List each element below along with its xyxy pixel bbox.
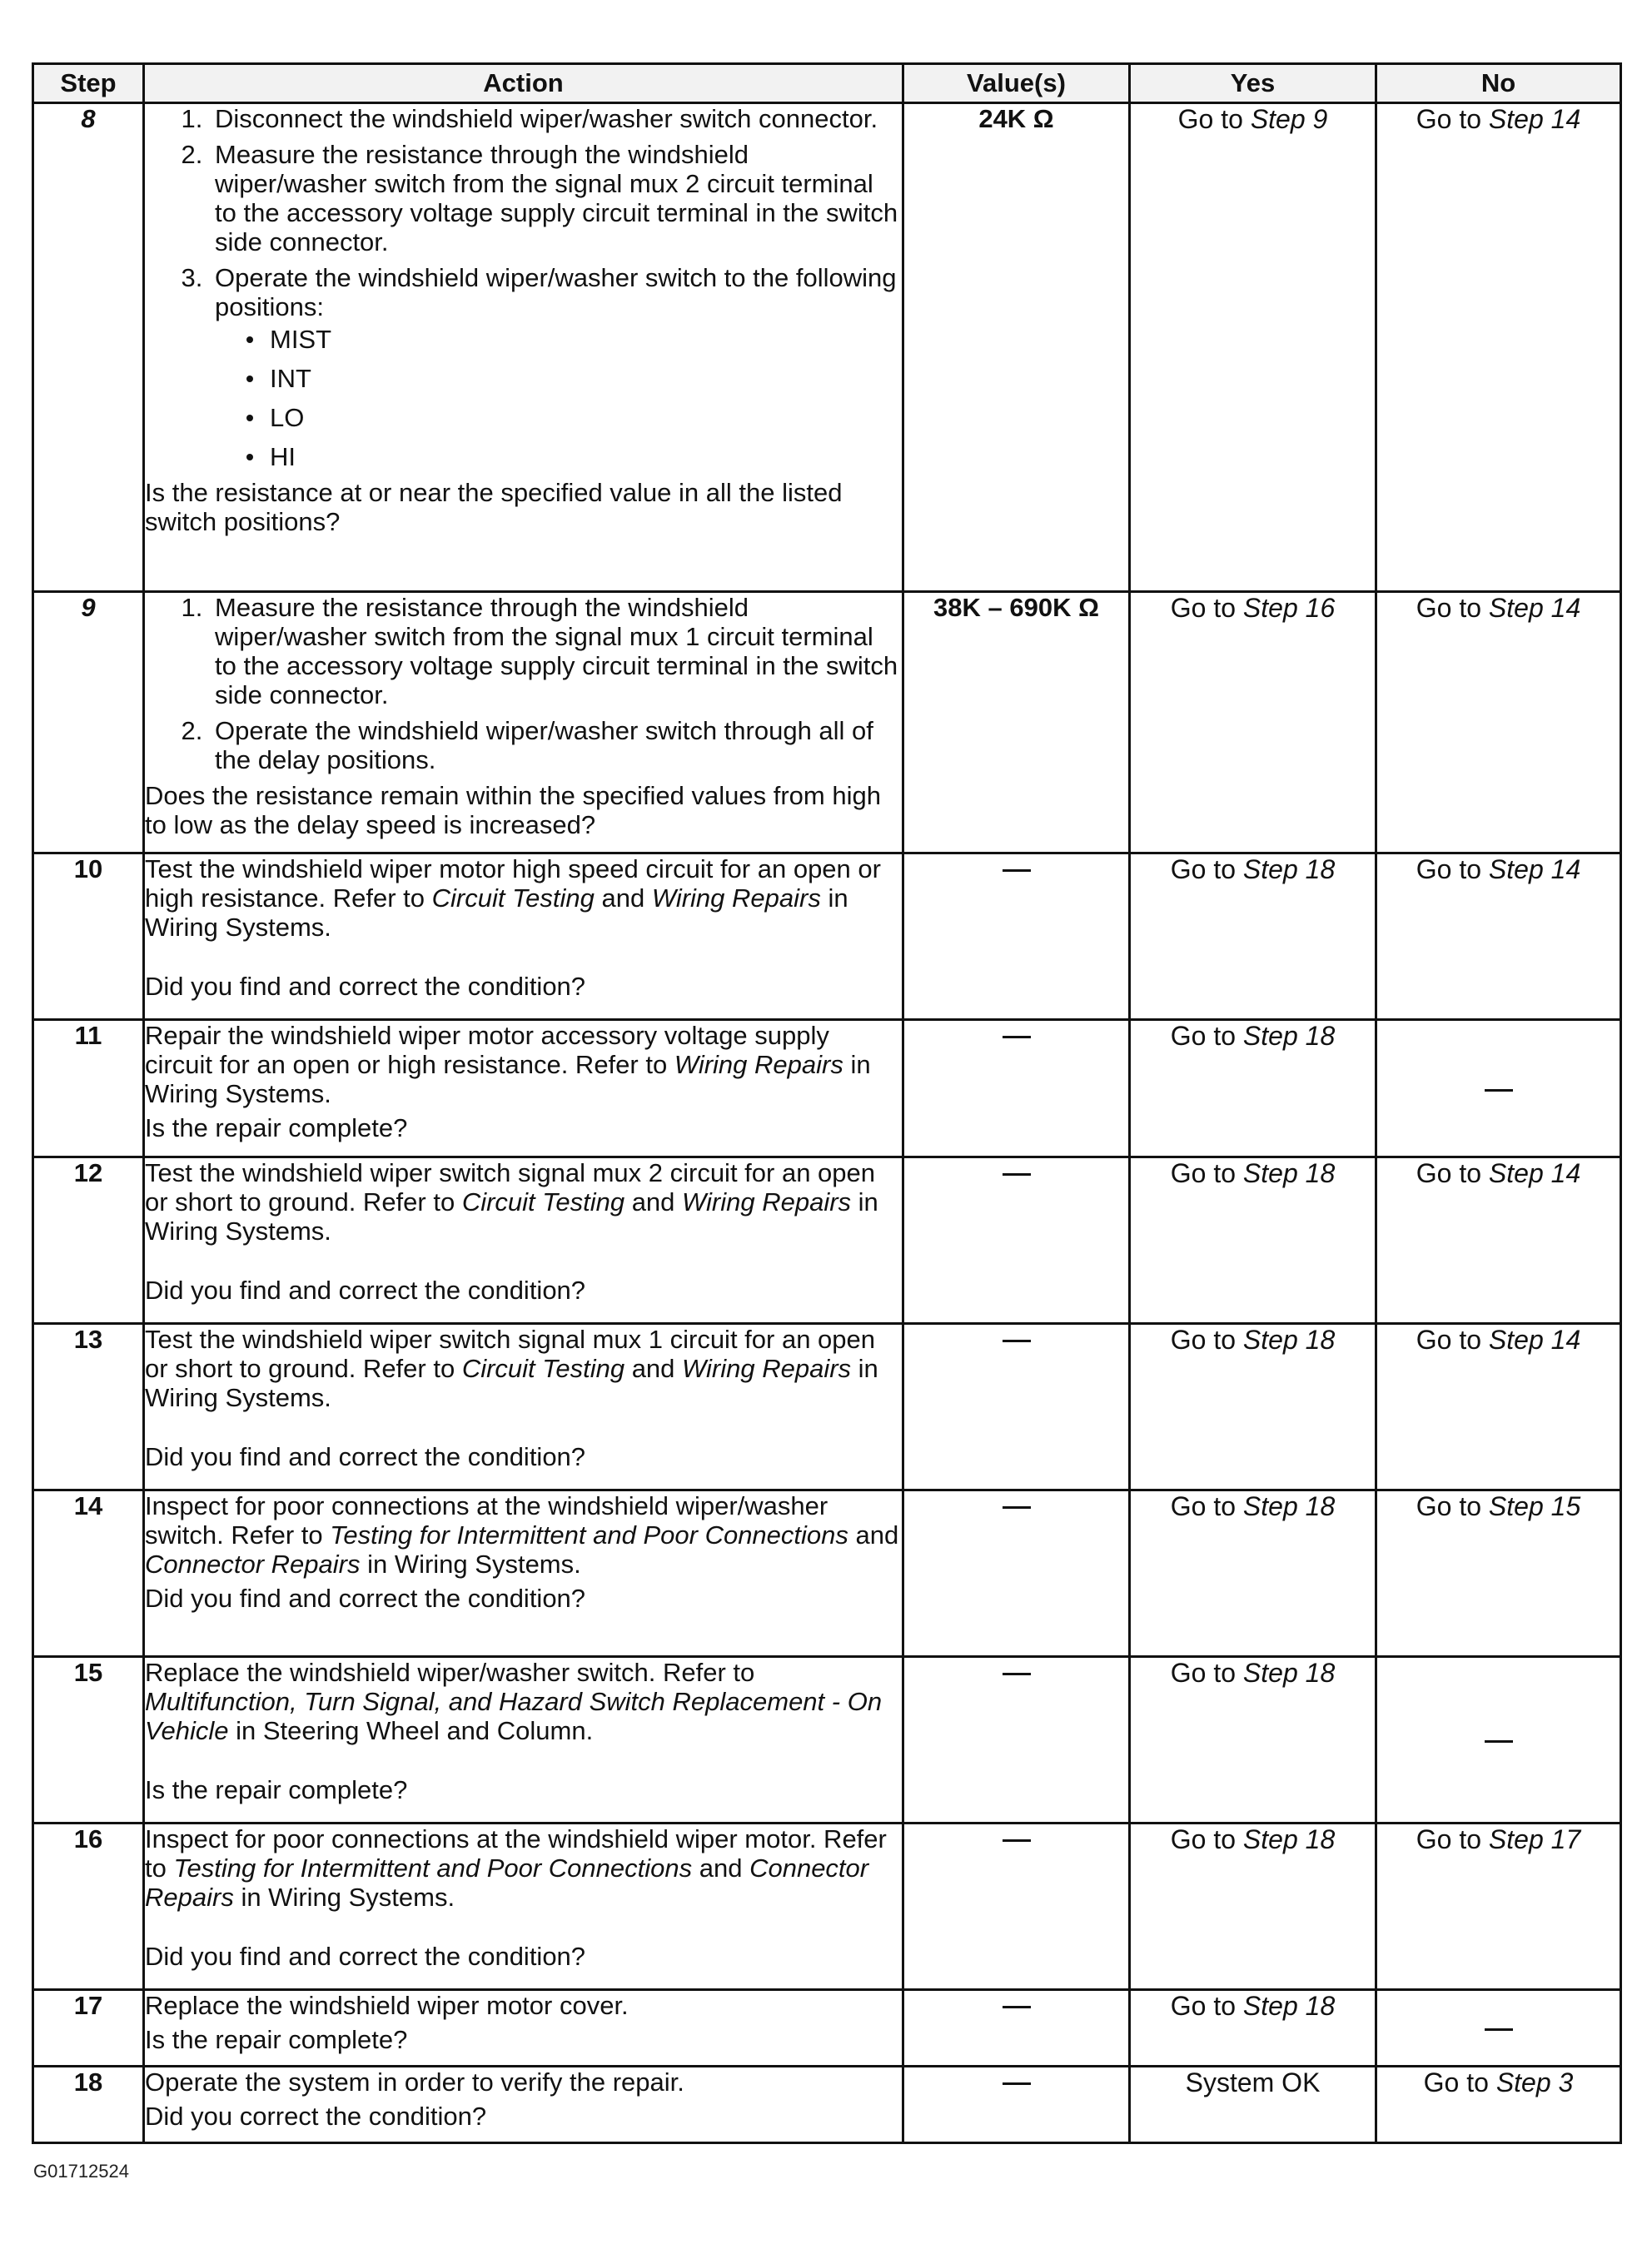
no-cell [1376,1657,1621,1824]
reference-link[interactable]: Circuit Testing [461,1354,625,1383]
goto-prefix: Go to [1170,1991,1243,2021]
goto-step-link[interactable]: Step 18 [1242,1158,1336,1188]
goto-prefix: Go to [1423,2067,1496,2097]
yes-cell [1130,1657,1376,1824]
question-text: Is the repair complete? [145,2025,408,2054]
goto-prefix: Go to [1170,593,1243,623]
procedure-item: 2. Measure the resistance through the windshield wiper/washer switch from the signal mux 2 circuit terminal to the accessory voltage supply circuit terminal in the switch side connector. [210,140,902,256]
step-number: 13 [33,1324,144,1490]
action-cell [144,1324,903,1490]
action-cell [144,1657,903,1824]
action-text [145,1491,902,1579]
switch-position: LO [265,403,902,432]
action-text-part: in Wiring Systems. [360,1550,581,1579]
goto-prefix: Go to [1416,1158,1489,1188]
action-cell [144,1490,903,1657]
goto-step-link[interactable]: Step 18 [1242,854,1336,884]
value-cell [903,2067,1130,2143]
procedure-item-text: Operate the windshield wiper/washer switch to the following positions: [215,263,897,321]
figure-id: G01712524 [33,2161,129,2182]
goto-prefix: Go to [1416,1491,1489,1521]
action-text-part: and [594,883,652,913]
action-text [145,854,902,942]
step-number: 12 [33,1157,144,1324]
dash-mark [1003,1340,1031,1342]
reference-link[interactable]: Connector Repairs [145,1853,869,1912]
reference-link[interactable]: Wiring Repairs [682,1354,852,1383]
action-text-part: in Wiring Systems. [145,1050,871,1108]
goto-prefix: Go to [1416,593,1489,623]
goto-step-link[interactable]: Step 18 [1242,1325,1336,1355]
goto-step-link[interactable]: Step 14 [1488,593,1581,623]
yes-cell [1130,1324,1376,1490]
question-text: Is the repair complete? [145,1113,408,1142]
goto-step-link[interactable]: Step 16 [1242,593,1336,623]
yes-cell [1130,592,1376,853]
table-row [33,1990,1621,2067]
question-text: Did you find and correct the condition? [145,1442,586,1471]
switch-position: MIST [265,325,902,354]
action-text-part: in Wiring Systems. [233,1883,455,1912]
table-row [33,1157,1621,1324]
action-cell [144,103,903,592]
goto-prefix: Go to [1170,1491,1243,1521]
table-row [33,103,1621,592]
yes-cell [1130,1490,1376,1657]
value-cell [903,1020,1130,1157]
table-row [33,1490,1621,1657]
yes-cell [1130,853,1376,1020]
reference-link[interactable]: Multifunction, Turn Signal, and Hazard Switch Replacement - On Vehicle [145,1687,883,1745]
procedure-list [145,104,902,471]
table-row [33,1824,1621,1990]
procedure-item: 1. Disconnect the windshield wiper/washer switch connector. [210,104,902,133]
reference-link[interactable]: Connector Repairs [145,1550,361,1579]
dash-mark [1003,1036,1031,1038]
step-number: 11 [33,1020,144,1157]
no-cell [1376,1824,1621,1990]
no-cell [1376,1157,1621,1324]
action-text-part: and [624,1354,683,1383]
yes-cell [1130,1824,1376,1990]
question-text: Is the resistance at or near the specified value in all the listed switch positions? [145,478,843,536]
goto-step-link[interactable]: Step 14 [1488,1325,1581,1355]
value-cell: 24K Ω [903,103,1130,592]
diagnostic-table-sheet [32,62,1620,2144]
yes-cell [1130,1157,1376,1324]
value-cell [903,1657,1130,1824]
dash-mark [1003,1506,1031,1509]
dash-mark [1003,2082,1031,2085]
goto-prefix: Go to [1170,854,1243,884]
value-cell [903,1157,1130,1324]
value-cell [903,1824,1130,1990]
action-cell [144,1824,903,1990]
reference-link[interactable]: Wiring Repairs [682,1187,852,1217]
action-text-part: Repair the windshield wiper motor accessory voltage supply circuit for an open or high resistance. Refer to [145,1021,829,1079]
action-cell [144,853,903,1020]
goto-step-link[interactable]: Step 18 [1242,1824,1336,1854]
value-cell [903,1490,1130,1657]
question-text: Is the repair complete? [145,1775,408,1804]
dash-mark [1003,1839,1031,1842]
action-text [145,1658,902,1745]
action-text-part: in Steering Wheel and Column. [228,1716,594,1745]
goto-step-link[interactable]: Step 18 [1242,1491,1336,1521]
no-cell [1376,103,1621,592]
yes-cell [1130,103,1376,592]
goto-step-link[interactable]: Step 15 [1488,1491,1581,1521]
switch-position: HI [265,442,902,471]
procedure-item [210,263,902,471]
table-row [33,2067,1621,2143]
goto-step-link[interactable]: Step 14 [1488,1158,1581,1188]
question-text: Did you find and correct the condition? [145,1276,586,1305]
table-row [33,1657,1621,1824]
table-row [33,1020,1621,1157]
goto-prefix: Go to [1416,854,1489,884]
action-text: Operate the system in order to verify the repair. [145,2067,684,2097]
action-text-part: Inspect for poor connections at the windshield wiper motor. Refer to [145,1824,887,1883]
no-cell [1376,1020,1621,1157]
goto-step-link[interactable]: Step 3 [1495,2067,1574,2097]
no-cell [1376,2067,1621,2143]
goto-step-link[interactable]: Step 17 [1488,1824,1581,1854]
header-step: Step [33,64,144,103]
reference-link[interactable]: Circuit Testing [431,883,595,913]
value-cell: 38K – 690K Ω [903,592,1130,853]
goto-step-link[interactable]: Step 14 [1488,854,1581,884]
reference-link[interactable]: Circuit Testing [461,1187,625,1217]
goto-step-link[interactable]: Step 18 [1242,1991,1336,2021]
dash-mark [1003,2006,1031,2008]
action-cell [144,1990,903,2067]
step-number: 17 [33,1990,144,2067]
value-cell [903,1990,1130,2067]
action-cell [144,1020,903,1157]
no-cell [1376,1324,1621,1490]
goto-prefix: Go to [1416,1325,1489,1355]
question-text: Does the resistance remain within the specified values from high to low as the delay speed is increased? [145,781,881,839]
dash-mark [1003,869,1031,872]
no-cell [1376,853,1621,1020]
question-text: Did you correct the condition? [145,2102,487,2131]
action-text-part: and [692,1853,750,1883]
step-number: 14 [33,1490,144,1657]
step-number: 10 [33,853,144,1020]
action-text-part: in Wiring Systems. [145,1187,878,1246]
reference-link[interactable]: Wiring Repairs [651,883,821,913]
switch-position-list [215,325,902,471]
procedure-item: 2. Operate the windshield wiper/washer switch through all of the delay positions. [210,716,902,774]
diagnostic-table [32,62,1622,2144]
action-text-part: and [848,1520,899,1550]
header-values: Value(s) [903,64,1130,103]
action-cell [144,592,903,853]
reference-link[interactable]: Testing for Intermittent and Poor Connections [173,1853,693,1883]
action-cell [144,1157,903,1324]
action-text-part: Test the windshield wiper switch signal mux 2 circuit for an open or short to ground. Refer to [145,1158,876,1217]
action-text-part: Test the windshield wiper motor high speed circuit for an open or high resistance. Refer to [145,854,881,913]
no-cell [1376,1990,1621,2067]
step-number: 15 [33,1657,144,1824]
goto-prefix: Go to [1416,104,1489,134]
action-text [145,1325,902,1412]
goto-prefix: Go to [1170,1325,1243,1355]
goto-prefix: Go to [1170,1824,1243,1854]
goto-step-link[interactable]: Step 18 [1242,1658,1336,1688]
goto-step-link[interactable]: Step 14 [1488,104,1581,134]
dash-mark [1003,1173,1031,1176]
goto-step-link[interactable]: Step 9 [1250,104,1328,134]
step-number: 9 [33,592,144,853]
step-number: 8 [33,103,144,592]
action-text-part: in Wiring Systems. [145,883,848,942]
goto-step-link[interactable]: Step 18 [1242,1021,1336,1051]
header-no: No [1376,64,1621,103]
table-row [33,853,1621,1020]
reference-link[interactable]: Testing for Intermittent and Poor Connections [330,1520,848,1550]
action-text-part: in Wiring Systems. [145,1354,878,1412]
procedure-item: 1. Measure the resistance through the windshield wiper/washer switch from the signal mux 1 circuit terminal to the accessory voltage supply circuit terminal in the switch side connector. [210,593,902,709]
action-cell [144,2067,903,2143]
action-text-part: Inspect for poor connections at the windshield wiper/washer switch. Refer to [145,1491,828,1550]
table-header-row [33,64,1621,103]
no-cell [1376,1490,1621,1657]
dash-mark [1003,1673,1031,1675]
value-cell [903,1324,1130,1490]
question-text: Did you find and correct the condition? [145,1942,586,1971]
step-number: 16 [33,1824,144,1990]
dash-mark [1485,1740,1513,1743]
step-number: 18 [33,2067,144,2143]
goto-prefix: Go to [1170,1658,1243,1688]
question-text: Did you find and correct the condition? [145,1584,586,1613]
yes-cell: System OK [1130,2067,1376,2143]
action-text-part: Replace the windshield wiper/washer switch. Refer to [145,1658,755,1687]
header-yes: Yes [1130,64,1376,103]
action-text: Replace the windshield wiper motor cover. [145,1991,629,2020]
yes-cell [1130,1020,1376,1157]
table-row [33,592,1621,853]
goto-prefix: Go to [1170,1158,1243,1188]
action-text [145,1021,902,1108]
goto-prefix: Go to [1416,1824,1489,1854]
question-text: Did you find and correct the condition? [145,972,586,1001]
goto-prefix: Go to [1170,1021,1243,1051]
switch-position: INT [265,364,902,393]
dash-mark [1485,1089,1513,1092]
action-text-part: Test the windshield wiper switch signal mux 1 circuit for an open or short to ground. Refer to [145,1325,876,1383]
value-cell [903,853,1130,1020]
procedure-list [145,593,902,774]
table-row [33,1324,1621,1490]
header-action: Action [144,64,903,103]
action-text [145,1158,902,1246]
action-text-part: and [624,1187,683,1217]
reference-link[interactable]: Wiring Repairs [674,1050,843,1079]
action-text [145,1824,902,1912]
no-cell [1376,592,1621,853]
dash-mark [1485,2028,1513,2031]
goto-prefix: Go to [1177,104,1251,134]
yes-cell [1130,1990,1376,2067]
